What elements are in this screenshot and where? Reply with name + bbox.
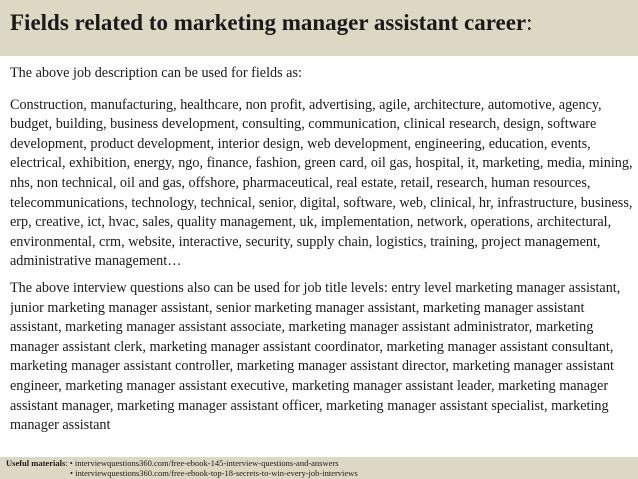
- slide-title: [10, 8, 630, 38]
- footer-band: [0, 457, 638, 479]
- footer-link-1[interactable]: • interviewquestions360.com/free-ebook-145-interview-questions-and-answers: [69, 458, 339, 468]
- intro-paragraph: The above job description can be used for fields as:: [10, 65, 302, 81]
- slide-body: [10, 64, 636, 457]
- job-levels-paragraph: The above interview questions also can be used for job title levels: entry level marketing manager assistant, junior marketing manager assistant, senior marketing manager assistant, marketing manager assistant assistant, marketing manager assistant associate, marketing manager assistant administrator, marketing manager assistant clerk, marketing manager assistant coordinator, marketing manager assistant consultant, marketing manager assistant controller, marketing manager assistant director, marketing manager assistant engineer, marketing manager assistant executive, marketing manager assistant leader, marketing manager assistant manager, marketing manager assistant officer, marketing manager assistant specialist, marketing manager assistant: [10, 279, 621, 434]
- slide-title-text: Fields related to marketing manager assistant career: [10, 10, 527, 35]
- footer-link-2[interactable]: • interviewquestions360.com/free-ebook-top-18-secrets-to-win-every-job-interviews: [70, 468, 358, 478]
- footer-row-1: [6, 458, 339, 468]
- footer-label: Useful materials: [6, 458, 66, 468]
- footer-row-2: [6, 468, 358, 478]
- fields-paragraph: Construction, manufacturing, healthcare, non profit, advertising, agile, architecture, automotive, agency, budget, building, business development, consulting, communication, clinical research, design, software development, product development, interior design, web development, engineering, education, events, electrical, exhibition, energy, ngo, finance, fashion, green card, oil gas, hospital, it, marketing, media, mining, nhs, non technical, oil and gas, offshore, pharmaceutical, real estate, retail, research, human resources, telecommunications, technology, technical, senior, digital, software, web, clinical, hr, infrastructure, business, erp, creative, ict, hvac, sales, quality management, uk, implementation, network, operations, architectural, environmental, crm, website, interactive, security, supply chain, logistics, training, project management, administrative management…: [10, 96, 633, 270]
- slide-title-colon: :: [526, 10, 533, 35]
- title-band: [0, 0, 638, 56]
- footer-separator: :: [65, 458, 68, 468]
